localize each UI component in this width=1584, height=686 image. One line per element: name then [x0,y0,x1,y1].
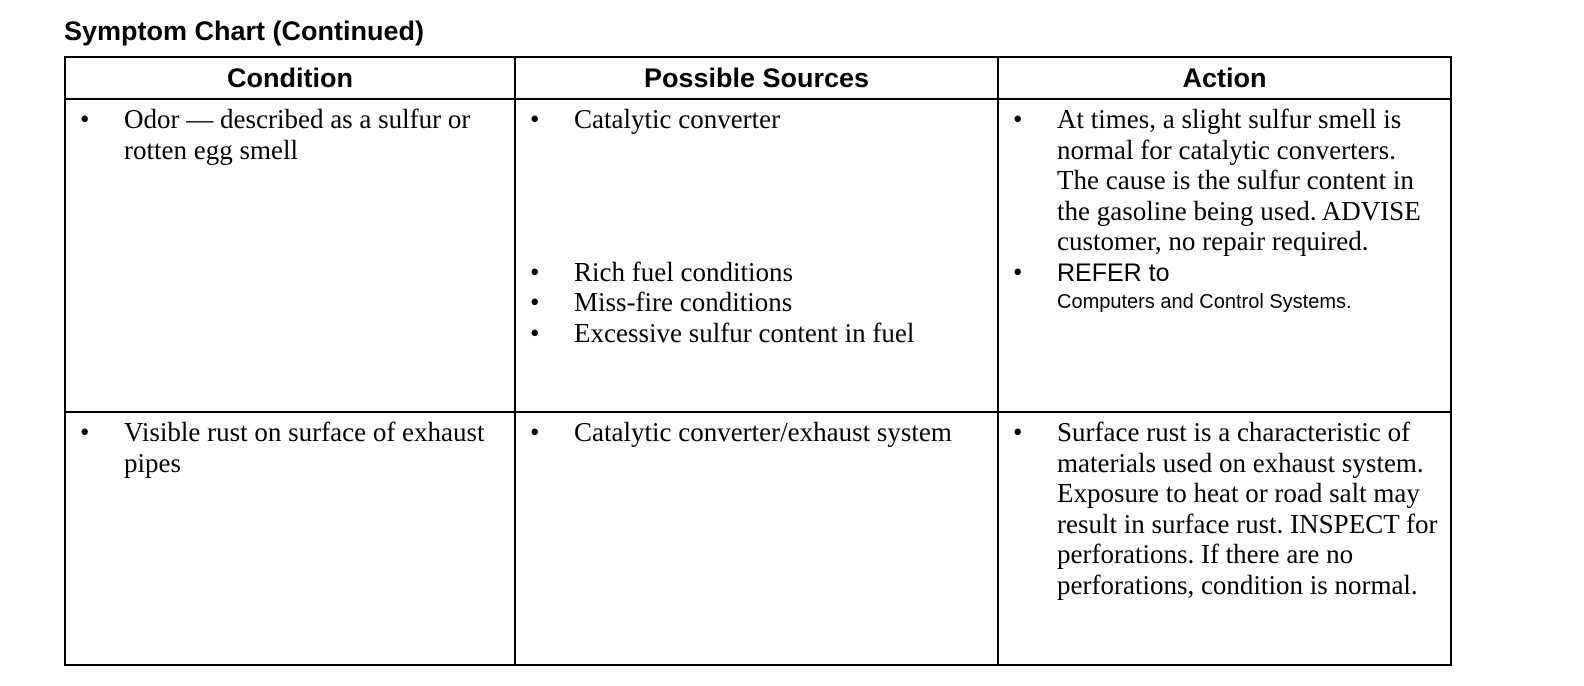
source-text: Excessive sulfur content in fuel [574,317,915,348]
action-text: Surface rust is a characteristic of materials used on exhaust system. Exposure to heat or road salt may result in surface rust. INSPECT for perforations. If there are no perforations, condition is normal. [1057,417,1438,600]
list-item [1011,257,1442,317]
list-item [528,417,989,448]
list-item [78,104,506,165]
list-item [78,417,506,478]
refer-to-text: REFER to [1057,258,1170,287]
condition-text: Odor — described as a sulfur or rotten egg smell [124,104,471,165]
bullet-icon: • [80,417,90,447]
source-text: Miss-fire conditions [574,287,793,317]
list-item [1011,104,1442,257]
sources-cell [515,99,998,412]
header-condition: Condition [65,57,515,99]
bullet-icon: • [530,256,540,287]
table-row [65,99,1451,412]
page-title: Symptom Chart (Continued) [64,16,424,46]
bullet-icon: • [1013,104,1023,134]
action-cell [998,99,1451,412]
action-cell [998,412,1451,665]
reference-link[interactable]: Computers and Control Systems. [1057,291,1352,313]
sources-cell [515,412,998,665]
table-header-row [65,57,1451,99]
bullet-icon: • [80,104,90,134]
list-item [528,257,989,288]
header-possible-sources: Possible Sources [515,57,998,99]
symptom-chart-table [64,56,1452,666]
list-item [1011,417,1442,600]
source-text: Catalytic converter/exhaust system [574,417,952,447]
list-item [528,104,989,135]
bullet-icon: • [1013,256,1023,287]
list-item [528,287,989,318]
condition-text: Visible rust on surface of exhaust pipes [124,417,485,478]
action-text [1057,257,1442,317]
bullet-icon: • [530,104,540,134]
action-text: At times, a slight sulfur smell is normal for catalytic converters. The cause is the sulfur content in the gasoline being used. ADVISE customer, no repair required. [1057,104,1421,256]
bullet-icon: • [530,317,540,348]
table-row [65,412,1451,665]
list-item [528,318,989,349]
bullet-icon: • [1013,417,1023,447]
condition-cell [65,412,515,665]
header-action: Action [998,57,1451,99]
source-text: Rich fuel conditions [574,256,793,287]
bullet-icon: • [530,287,540,317]
bullet-icon: • [530,417,540,447]
condition-cell [65,99,515,412]
source-text: Catalytic converter [574,104,781,134]
